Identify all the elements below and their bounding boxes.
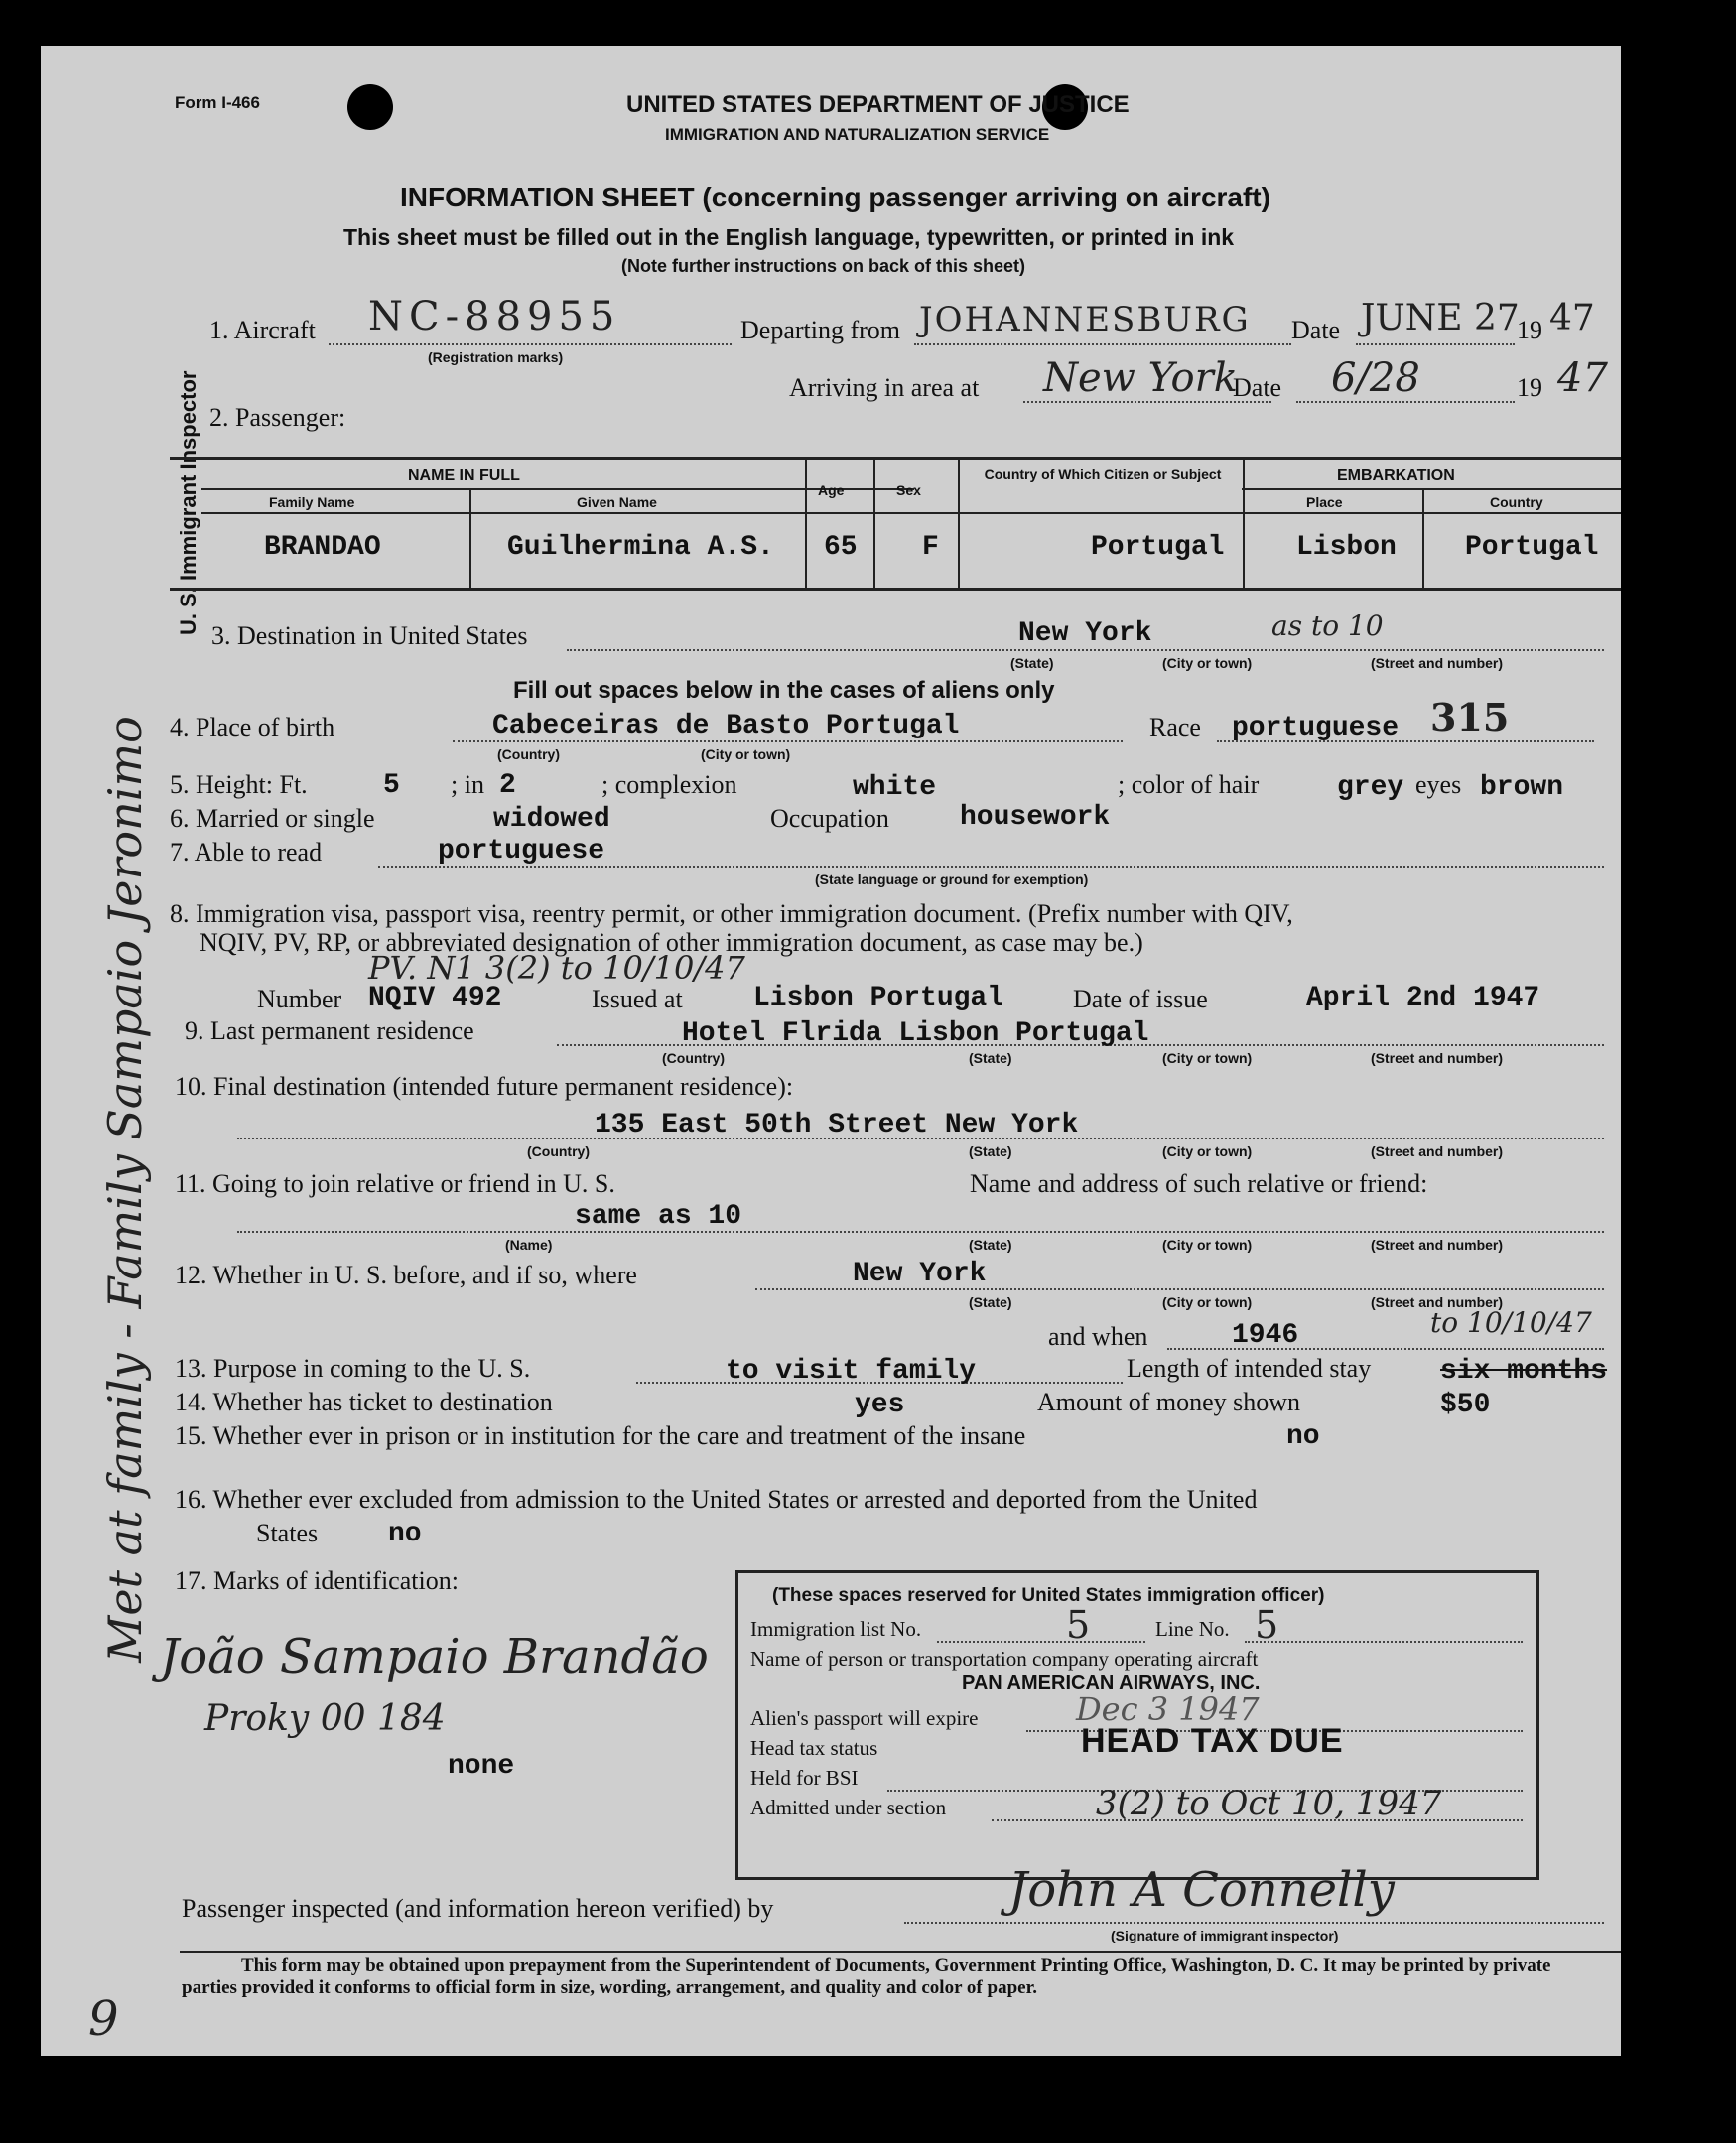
inspected-label: Passenger inspected (and information hereon verified) by xyxy=(182,1894,774,1923)
emb-country-value: Portugal xyxy=(1465,532,1599,563)
sex-value: F xyxy=(922,532,939,563)
list-value: 5 xyxy=(1066,1603,1091,1647)
q9-city-caption: (City or town) xyxy=(1162,1050,1253,1066)
citizen-value: Portugal xyxy=(1091,532,1225,563)
list-label: Immigration list No. xyxy=(750,1617,922,1641)
q17-hand2: Proky 00 184 xyxy=(204,1698,446,1739)
q16-line1: 16. Whether ever excluded from admission to the United States or arrested and deported from the United xyxy=(175,1485,1258,1514)
q14-value: yes xyxy=(855,1390,905,1420)
occupation-value: housework xyxy=(960,802,1111,833)
q15-label: 15. Whether ever in prison or in institution for the care and treatment of the insane xyxy=(175,1421,1026,1450)
form-subtitle: This sheet must be filled out in the English language, typewritten, or printed in ink xyxy=(343,224,1235,250)
q12-state-caption: (State) xyxy=(969,1294,1012,1310)
given-name-header: Given Name xyxy=(577,494,657,510)
aliens-banner: Fill out spaces below in the cases of aliens only xyxy=(513,677,1055,704)
q11-label2: Name and address of such relative or friend: xyxy=(970,1169,1428,1198)
q3-value: New York xyxy=(1018,618,1152,649)
q17-label: 17. Marks of identification: xyxy=(175,1566,459,1595)
departing-date: JUNE 27 xyxy=(1361,298,1520,338)
q4-label: 4. Place of birth xyxy=(170,713,335,741)
arriving-value: New York xyxy=(1043,355,1238,401)
q6-label: 6. Married or single xyxy=(170,804,375,833)
emb-country-header: Country xyxy=(1490,494,1543,510)
margin-note: Met at family - Family Sampaio Jeronimo xyxy=(98,716,152,1663)
stay-label: Length of intended stay xyxy=(1127,1354,1372,1383)
passport-value: Dec 3 1947 xyxy=(1076,1690,1260,1728)
q13-value: to visit family xyxy=(726,1356,977,1387)
date-label: Date xyxy=(1291,316,1341,344)
departing-value: JOHANNESBURG xyxy=(919,300,1251,339)
complexion-value: white xyxy=(853,772,937,803)
place-header: Place xyxy=(1306,494,1343,510)
form-sheet xyxy=(41,46,1621,2056)
inspector-signature: John A Connelly xyxy=(1008,1862,1395,1918)
given-name-value: Guilhermina A.S. xyxy=(507,532,774,563)
family-name-value: BRANDAO xyxy=(264,532,381,563)
q8-line2: NQIV, PV, RP, or abbreviated designation of other immigration document, as case may be.) xyxy=(200,928,1143,957)
arriving-year: 47 xyxy=(1557,355,1608,401)
departing-label: Departing from xyxy=(740,316,901,344)
family-name-header: Family Name xyxy=(269,494,355,510)
punch-hole xyxy=(347,84,393,130)
form-note: (Note further instructions on back of this sheet) xyxy=(621,256,1026,276)
q5-ft: 5 xyxy=(383,770,400,801)
service: IMMIGRATION AND NATURALIZATION SERVICE xyxy=(665,125,1050,144)
q17-value: none xyxy=(448,1751,515,1782)
q9-country-caption: (Country) xyxy=(662,1050,725,1066)
eyes-label: eyes xyxy=(1415,770,1462,799)
complexion-label: ; complexion xyxy=(601,770,737,799)
q4-country-caption: (Country) xyxy=(497,746,560,762)
arr-year-prefix: 19 xyxy=(1517,373,1542,402)
age-header: Age xyxy=(818,482,845,498)
q12-label: 12. Whether in U. S. before, and if so, where xyxy=(175,1261,637,1289)
q11-state-caption: (State) xyxy=(969,1237,1012,1253)
q5-label: 5. Height: Ft. xyxy=(170,770,308,799)
form-title: INFORMATION SHEET (concerning passenger arriving on aircraft) xyxy=(400,182,1270,212)
doi-value: April 2nd 1947 xyxy=(1306,983,1540,1013)
eyes-value: brown xyxy=(1480,772,1564,803)
emb-place-value: Lisbon xyxy=(1296,532,1397,563)
year-prefix: 19 xyxy=(1517,316,1542,344)
hair-value: grey xyxy=(1337,772,1404,803)
q9-label: 9. Last permanent residence xyxy=(185,1016,474,1045)
q3-label: 3. Destination in United States xyxy=(211,621,528,650)
bsi-label: Held for BSI xyxy=(750,1766,859,1790)
q7-value: portuguese xyxy=(438,836,605,867)
name-in-full-header: NAME IN FULL xyxy=(408,468,520,484)
number-value: NQIV 492 xyxy=(368,983,502,1013)
race-code: 315 xyxy=(1430,695,1510,739)
q10-label: 10. Final destination (intended future permanent residence): xyxy=(175,1072,794,1101)
q9-state-caption: (State) xyxy=(969,1050,1012,1066)
q11-city-caption: (City or town) xyxy=(1162,1237,1253,1253)
q12-street-caption: (Street and number) xyxy=(1371,1294,1504,1310)
q8-line1: 8. Immigration visa, passport visa, reentry permit, or other immigration document. (Prefix number with QIV, xyxy=(170,899,1293,928)
officer-box-title: (These spaces reserved for United States immigration officer) xyxy=(772,1585,1325,1606)
tax-label: Head tax status xyxy=(750,1736,878,1760)
arr-date-label: Date xyxy=(1233,373,1282,402)
arriving-date: 6/28 xyxy=(1331,355,1420,401)
section-label: Admitted under section xyxy=(750,1796,947,1819)
aircraft-value: NC-88955 xyxy=(368,294,621,339)
department: UNITED STATES DEPARTMENT OF JUSTICE xyxy=(626,91,1130,118)
q12-hand: to 10/10/47 xyxy=(1430,1306,1592,1339)
q7-label: 7. Able to read xyxy=(170,838,323,867)
q3-street-caption: (Street and number) xyxy=(1371,655,1504,671)
q8-hand: PV. N1 3(2) to 10/10/47 xyxy=(368,949,745,987)
q10-state-caption: (State) xyxy=(969,1143,1012,1159)
race-value: portuguese xyxy=(1232,713,1400,743)
registration-caption: (Registration marks) xyxy=(428,349,564,365)
line-value: 5 xyxy=(1255,1603,1279,1647)
hair-label: ; color of hair xyxy=(1118,770,1260,799)
departing-year: 47 xyxy=(1549,298,1595,338)
money-label: Amount of money shown xyxy=(1037,1388,1301,1416)
q16-line2: States xyxy=(256,1519,319,1547)
money-value: $50 xyxy=(1440,1390,1491,1420)
sex-header: Sex xyxy=(896,482,921,498)
side-stamp: U. S. Immigrant Inspector xyxy=(176,370,200,635)
occupation-label: Occupation xyxy=(770,804,889,833)
embarkation-header: EMBARKATION xyxy=(1337,468,1455,484)
q15-value: no xyxy=(1286,1421,1320,1452)
form-number: Form I-466 xyxy=(175,93,260,112)
company-label: Name of person or transportation company operating aircraft xyxy=(750,1647,1259,1671)
page-mark: 9 xyxy=(88,1991,119,2047)
q12-value: New York xyxy=(853,1259,987,1289)
q9-value: Hotel Flrida Lisbon Portugal xyxy=(682,1018,1149,1049)
q12-city-caption: (City or town) xyxy=(1162,1294,1253,1310)
q10-country-caption: (Country) xyxy=(527,1143,590,1159)
q3-city-caption: (City or town) xyxy=(1162,655,1253,671)
officer-box xyxy=(735,1570,1539,1880)
passport-label: Alien's passport will expire xyxy=(750,1706,979,1730)
fine-print: This form may be obtained upon prepayment from the Superintendent of Documents, Government Printing Office, Washington, D. C. It may be printed by private parties provided it conforms to official form in size, wording, arrangement, and quality and color of paper. xyxy=(182,1955,1551,1998)
line-label: Line No. xyxy=(1155,1617,1230,1641)
q3-hand: as to 10 xyxy=(1271,609,1384,642)
q10-city-caption: (City or town) xyxy=(1162,1143,1253,1159)
q6-value: widowed xyxy=(493,804,610,835)
number-label: Number xyxy=(257,985,342,1013)
q11-value: same as 10 xyxy=(575,1201,742,1232)
citizen-header: Country of Which Citizen or Subject xyxy=(984,467,1222,482)
arriving-label: Arriving in area at xyxy=(789,373,980,402)
q3-state-caption: (State) xyxy=(1010,655,1054,671)
section-value: 3(2) to Oct 10, 1947 xyxy=(1096,1784,1442,1823)
q16-value: no xyxy=(388,1519,422,1549)
passenger-label: 2. Passenger: xyxy=(209,403,346,432)
q17-signature: João Sampaio Brandão xyxy=(160,1629,709,1684)
q4-value: Cabeceiras de Basto Portugal xyxy=(492,711,960,741)
q12-when-value: 1946 xyxy=(1232,1320,1299,1351)
issued-label: Issued at xyxy=(592,985,683,1013)
q4-city-caption: (City or town) xyxy=(701,746,791,762)
q14-label: 14. Whether has ticket to destination xyxy=(175,1388,553,1416)
q7-caption: (State language or ground for exemption) xyxy=(815,871,1089,887)
tax-value: HEAD TAX DUE xyxy=(1081,1722,1344,1760)
issued-value: Lisbon Portugal xyxy=(753,983,1004,1013)
q13-label: 13. Purpose in coming to the U. S. xyxy=(175,1354,531,1383)
signature-caption: (Signature of immigrant inspector) xyxy=(1111,1928,1339,1943)
q5-in: 2 xyxy=(499,770,516,801)
q10-street-caption: (Street and number) xyxy=(1371,1143,1504,1159)
q12-when-label: and when xyxy=(1048,1322,1148,1351)
company-value: PAN AMERICAN AIRWAYS, INC. xyxy=(962,1673,1261,1694)
race-label: Race xyxy=(1149,713,1201,741)
stay-value: six months xyxy=(1440,1356,1608,1387)
q10-value: 135 East 50th Street New York xyxy=(595,1110,1079,1140)
q5-in-label: ; in xyxy=(451,770,484,799)
doi-label: Date of issue xyxy=(1073,985,1208,1013)
q11-label: 11. Going to join relative or friend in U. S. xyxy=(175,1169,615,1198)
aircraft-label: 1. Aircraft xyxy=(209,316,316,344)
q11-street-caption: (Street and number) xyxy=(1371,1237,1504,1253)
q9-street-caption: (Street and number) xyxy=(1371,1050,1504,1066)
q11-name-caption: (Name) xyxy=(505,1237,553,1253)
age-value: 65 xyxy=(824,532,858,563)
